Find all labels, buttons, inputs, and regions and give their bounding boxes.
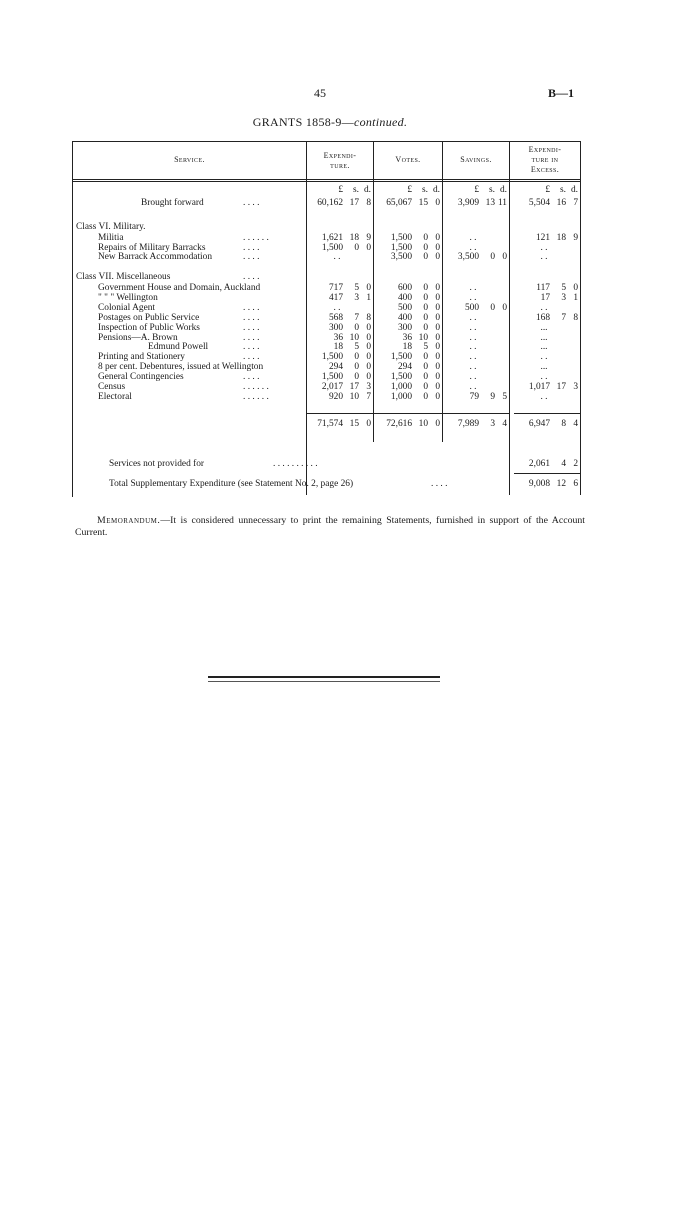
table-row: [73, 252, 581, 263]
row-label: Total Supplementary Expenditure (see Statement No. 2, page 26): [109, 479, 354, 489]
amount-pounds: 1,500: [390, 242, 412, 253]
empty-marker: . .: [469, 283, 477, 293]
amount-pounds: 1,500: [321, 352, 343, 363]
amount-pounds: 71,574: [317, 419, 343, 429]
row-leader-dots: . . . . . .: [243, 382, 269, 392]
amount-pence: 0: [366, 362, 371, 373]
header-expenditure-line-2: ture.: [330, 161, 350, 170]
row-leader-dots: . . . .: [243, 312, 260, 323]
row-label: Colonial Agent: [98, 302, 156, 313]
empty-marker: . .: [469, 382, 477, 392]
amount-shillings: 8: [561, 419, 566, 429]
row-leader-dots: . . . .: [243, 198, 260, 208]
amount-pence: 7: [366, 391, 371, 402]
amount-pence: 11: [497, 198, 507, 208]
empty-marker: . .: [540, 302, 548, 313]
empty-marker: . .: [333, 302, 341, 313]
amount-pounds: 417: [328, 292, 343, 303]
end-rule-thin: [208, 681, 440, 682]
empty-marker: . .: [469, 362, 477, 373]
header-excess-line-2: ture in: [531, 155, 559, 164]
amount-pounds: 3,500: [390, 252, 412, 263]
amount-shillings: 0: [423, 233, 428, 243]
amount-shillings: 0: [423, 302, 428, 313]
amount-pence: 3: [573, 382, 578, 392]
grand-total-rule: [514, 473, 580, 474]
amount-pence: 8: [366, 198, 371, 208]
amount-pounds: 17: [540, 292, 550, 303]
amount-pence: 0: [435, 352, 440, 363]
amount-shillings: 10: [418, 419, 428, 429]
amount-shillings: 7: [561, 312, 566, 323]
empty-marker: . .: [469, 342, 477, 353]
amount-shillings: 18: [349, 233, 359, 243]
amount-pounds: 18: [333, 342, 343, 353]
row-leader-dots: . . . .: [243, 322, 260, 333]
amount-pounds: 3,909: [457, 198, 479, 208]
row-leader-dots: . . . .: [243, 242, 260, 253]
amount-pence: 5: [502, 391, 507, 402]
amount-pounds: 1,500: [390, 352, 412, 363]
amount-shillings: 0: [354, 322, 359, 333]
amount-shillings: 0: [354, 242, 359, 253]
amount-pounds: 7,989: [457, 419, 479, 429]
empty-marker: . .: [469, 312, 477, 323]
amount-pence: 2: [573, 459, 578, 469]
amount-shillings: 0: [423, 242, 428, 253]
row-label: Militia: [98, 233, 124, 243]
row-label: General Contingencies: [98, 372, 184, 383]
amount-pounds: 1,500: [321, 242, 343, 253]
totals-rule-top: [307, 413, 510, 414]
amount-shillings: 0: [354, 372, 359, 383]
empty-marker: . .: [540, 242, 548, 253]
amount-pounds: 294: [328, 362, 343, 373]
amount-pence: 0: [366, 322, 371, 333]
amount-pounds: 600: [397, 283, 412, 293]
unit-pound: £: [407, 185, 412, 195]
amount-pounds: 121: [535, 233, 550, 243]
amount-pounds: 1,000: [390, 391, 412, 402]
row-leader-dots: . . . . . .: [243, 391, 269, 402]
amount-pounds: 500: [464, 302, 479, 313]
row-label: Printing and Stationery: [98, 352, 185, 363]
amount-pounds: 568: [328, 312, 343, 323]
amount-pence: 0: [366, 332, 371, 343]
amount-shillings: 10: [349, 391, 359, 402]
amount-pounds: 117: [536, 283, 550, 293]
header-excess-line-3: Excess.: [530, 165, 560, 174]
empty-marker: . .: [540, 391, 548, 402]
amount-pence: 0: [435, 302, 440, 313]
amount-pence: 0: [435, 292, 440, 303]
row-label: " " " Wellington: [98, 292, 158, 303]
heading-continued: continued.: [353, 115, 408, 129]
heading-main: GRANTS 1858-9—: [252, 115, 354, 129]
header-rule: [73, 179, 581, 180]
unit-pence: d.: [363, 185, 371, 195]
amount-shillings: 15: [418, 198, 428, 208]
row-label: Inspection of Public Works: [98, 322, 200, 333]
row-label: Pensions—A. Brown: [98, 332, 178, 343]
amount-pounds: 294: [397, 362, 412, 373]
amount-pence: 4: [573, 419, 578, 429]
row-leader-dots: . . . .: [431, 479, 448, 489]
unit-pence: d.: [570, 185, 578, 195]
row-leader-dots: . . . .: [243, 252, 260, 263]
section-label: Class VII. Miscellaneous: [76, 272, 171, 282]
unit-shilling: s.: [560, 185, 566, 195]
header-expenditure: [307, 151, 373, 171]
amount-pence: 0: [502, 302, 507, 313]
empty-marker: . .: [469, 233, 477, 243]
amount-pence: 0: [435, 233, 440, 243]
amount-pounds: 36: [333, 332, 343, 343]
amount-pence: 4: [502, 419, 507, 429]
amount-pounds: 300: [328, 322, 343, 333]
amount-shillings: 4: [561, 459, 566, 469]
header-service: Service.: [174, 155, 205, 164]
amount-shillings: 0: [354, 362, 359, 373]
amount-pounds: 2,061: [528, 459, 550, 469]
amount-pounds: 72,616: [386, 419, 412, 429]
header-rule-double: [73, 181, 581, 182]
row-label: Electoral: [98, 391, 132, 402]
amount-pence: 0: [435, 342, 440, 353]
amount-pence: 3: [366, 382, 371, 392]
amount-pounds: 5,504: [528, 198, 550, 208]
unit-pence: d.: [432, 185, 440, 195]
amount-pence: 1: [573, 292, 578, 303]
amount-pence: 8: [366, 312, 371, 323]
memorandum: [75, 515, 585, 539]
empty-marker: . .: [469, 242, 477, 253]
row-leader-dots: . . . .: [243, 352, 260, 363]
totals-rule-excess: [514, 413, 580, 414]
amount-pence: 8: [573, 312, 578, 323]
amount-pounds: 60,162: [317, 198, 343, 208]
amount-shillings: 15: [349, 419, 359, 429]
header-votes: Votes.: [395, 155, 421, 164]
header-excess: [510, 145, 580, 175]
empty-marker: . .: [333, 252, 341, 263]
amount-shillings: 0: [423, 362, 428, 373]
amount-shillings: 0: [423, 312, 428, 323]
amount-shillings: 0: [423, 283, 428, 293]
table-row-brought-forward: [73, 198, 581, 209]
empty-marker: . .: [540, 372, 548, 383]
amount-pence: 0: [366, 342, 371, 353]
empty-marker: ...: [540, 342, 548, 353]
table-row-total-supplementary: [73, 479, 581, 490]
table-row: [73, 392, 581, 403]
amount-pence: 0: [435, 332, 440, 343]
amount-shillings: 0: [354, 352, 359, 363]
amount-pounds: 920: [328, 391, 343, 402]
amount-shillings: 5: [561, 283, 566, 293]
amount-pounds: 1,500: [321, 372, 343, 383]
end-rule-thick: [208, 676, 440, 678]
amount-pence: 0: [366, 419, 371, 429]
amount-shillings: 3: [490, 419, 495, 429]
amount-shillings: 0: [423, 391, 428, 402]
amount-pence: 0: [435, 419, 440, 429]
amount-pence: 6: [573, 479, 578, 489]
amount-pence: 0: [435, 391, 440, 402]
amount-shillings: 0: [423, 292, 428, 303]
amount-shillings: 0: [490, 302, 495, 313]
amount-pence: 0: [366, 372, 371, 383]
amount-shillings: 9: [490, 391, 495, 402]
table-row-totals: [73, 419, 581, 430]
empty-marker: ...: [540, 322, 548, 333]
amount-pounds: 300: [397, 322, 412, 333]
empty-marker: ...: [540, 332, 548, 343]
empty-marker: . .: [469, 352, 477, 363]
amount-pence: 0: [435, 283, 440, 293]
row-leader-dots: . . . .: [243, 372, 260, 383]
header-savings: Savings.: [460, 155, 492, 164]
amount-shillings: 13: [485, 198, 495, 208]
amount-pence: 9: [573, 233, 578, 243]
row-label: Services not provided for: [109, 459, 205, 469]
amount-pounds: 1,017: [528, 382, 550, 392]
empty-marker: . .: [540, 252, 548, 263]
amount-pounds: 18: [402, 342, 412, 353]
amount-pounds: 65,067: [386, 198, 412, 208]
section-class-vii: [73, 272, 581, 283]
amount-shillings: 0: [423, 352, 428, 363]
amount-pence: 0: [366, 242, 371, 253]
amount-pounds: 500: [397, 302, 412, 313]
row-label: Government House and Domain, Auckland: [98, 283, 261, 293]
section-label: Class VI. Military.: [76, 222, 146, 232]
amount-pounds: 1,000: [390, 382, 412, 392]
amount-shillings: 5: [354, 283, 359, 293]
row-leader-dots: . . . . . .: [243, 233, 269, 243]
amount-pounds: 400: [397, 312, 412, 323]
row-leader-dots: . . . .: [243, 342, 260, 353]
unit-pound: £: [545, 185, 550, 195]
empty-marker: ...: [540, 362, 548, 373]
amount-pounds: 168: [535, 312, 550, 323]
header-expenditure-line-1: Expendi-: [323, 151, 357, 160]
unit-pound: £: [338, 185, 343, 195]
amount-shillings: 5: [354, 342, 359, 353]
amount-pounds: 1,500: [390, 233, 412, 243]
amount-shillings: 0: [490, 252, 495, 263]
amount-shillings: 0: [423, 252, 428, 263]
table-row-services-not-provided: [73, 459, 581, 470]
amount-pounds: 79: [469, 391, 479, 402]
empty-marker: . .: [469, 332, 477, 343]
unit-shilling: s.: [422, 185, 428, 195]
amount-pence: 1: [366, 292, 371, 303]
amount-shillings: 3: [354, 292, 359, 303]
amount-pounds: 6,947: [528, 419, 550, 429]
header-excess-line-1: Expendi-: [528, 145, 562, 154]
amount-shillings: 3: [561, 292, 566, 303]
amount-pence: 0: [435, 312, 440, 323]
amount-pence: 0: [366, 283, 371, 293]
empty-marker: . .: [469, 372, 477, 383]
empty-marker: . .: [469, 292, 477, 303]
amount-pounds: 2,017: [321, 382, 343, 392]
amount-pence: 0: [435, 198, 440, 208]
row-label: Brought forward: [141, 198, 204, 208]
amount-pence: 9: [366, 233, 371, 243]
grants-table: [72, 141, 581, 497]
section-class-vi: [73, 222, 581, 233]
memorandum-text: —It is considered unnecessary to print the remaining Statements, furnished in support of the Account Current.: [75, 515, 585, 538]
row-leader-dots: . . . .: [243, 302, 260, 313]
unit-shilling: s.: [489, 185, 495, 195]
amount-shillings: 17: [556, 382, 566, 392]
amount-pence: 0: [435, 242, 440, 253]
amount-pounds: 36: [402, 332, 412, 343]
amount-pounds: 3,500: [457, 252, 479, 263]
amount-shillings: 10: [349, 332, 359, 343]
amount-pounds: 1,621: [321, 233, 343, 243]
amount-pounds: 1,500: [390, 372, 412, 383]
page-heading: [120, 115, 540, 130]
amount-pence: 0: [435, 252, 440, 263]
unit-pence: d.: [499, 185, 507, 195]
amount-shillings: 7: [354, 312, 359, 323]
amount-pence: 0: [502, 252, 507, 263]
amount-pounds: 400: [397, 292, 412, 303]
amount-pence: 0: [435, 372, 440, 383]
amount-shillings: 12: [556, 479, 566, 489]
unit-shilling: s.: [353, 185, 359, 195]
amount-pence: 0: [435, 382, 440, 392]
amount-pence: 0: [573, 283, 578, 293]
row-leader-dots: . . . .: [243, 272, 260, 282]
row-label: 8 per cent. Debentures, issued at Wellington: [98, 362, 264, 373]
row-label: Edmund Powell: [148, 342, 209, 353]
unit-pound: £: [474, 185, 479, 195]
amount-pence: 7: [573, 198, 578, 208]
row-label: Census: [98, 382, 126, 392]
empty-marker: . .: [540, 352, 548, 363]
units-row: [73, 185, 581, 196]
amount-shillings: 17: [349, 382, 359, 392]
amount-shillings: 0: [423, 382, 428, 392]
amount-pounds: 9,008: [528, 479, 550, 489]
page-number: 45: [314, 86, 326, 100]
amount-shillings: 18: [556, 233, 566, 243]
amount-shillings: 16: [556, 198, 566, 208]
amount-pounds: 717: [328, 283, 343, 293]
row-leader-dots: . . . .: [243, 332, 260, 343]
row-label: Repairs of Military Barracks: [98, 242, 206, 253]
amount-shillings: 5: [423, 342, 428, 353]
memorandum-lead: Memorandum.: [97, 515, 161, 526]
amount-shillings: 0: [423, 322, 428, 333]
amount-shillings: 0: [423, 372, 428, 383]
row-label: New Barrack Accommodation: [98, 252, 213, 263]
row-leader-dots: . . . . . . . . . .: [273, 459, 318, 469]
amount-pence: 0: [366, 352, 371, 363]
amount-pence: 0: [435, 322, 440, 333]
document-code: B—1: [548, 86, 575, 100]
row-label: Postages on Public Service: [98, 312, 200, 323]
amount-pence: 0: [435, 362, 440, 373]
amount-shillings: 10: [418, 332, 428, 343]
empty-marker: . .: [469, 322, 477, 333]
amount-shillings: 17: [349, 198, 359, 208]
